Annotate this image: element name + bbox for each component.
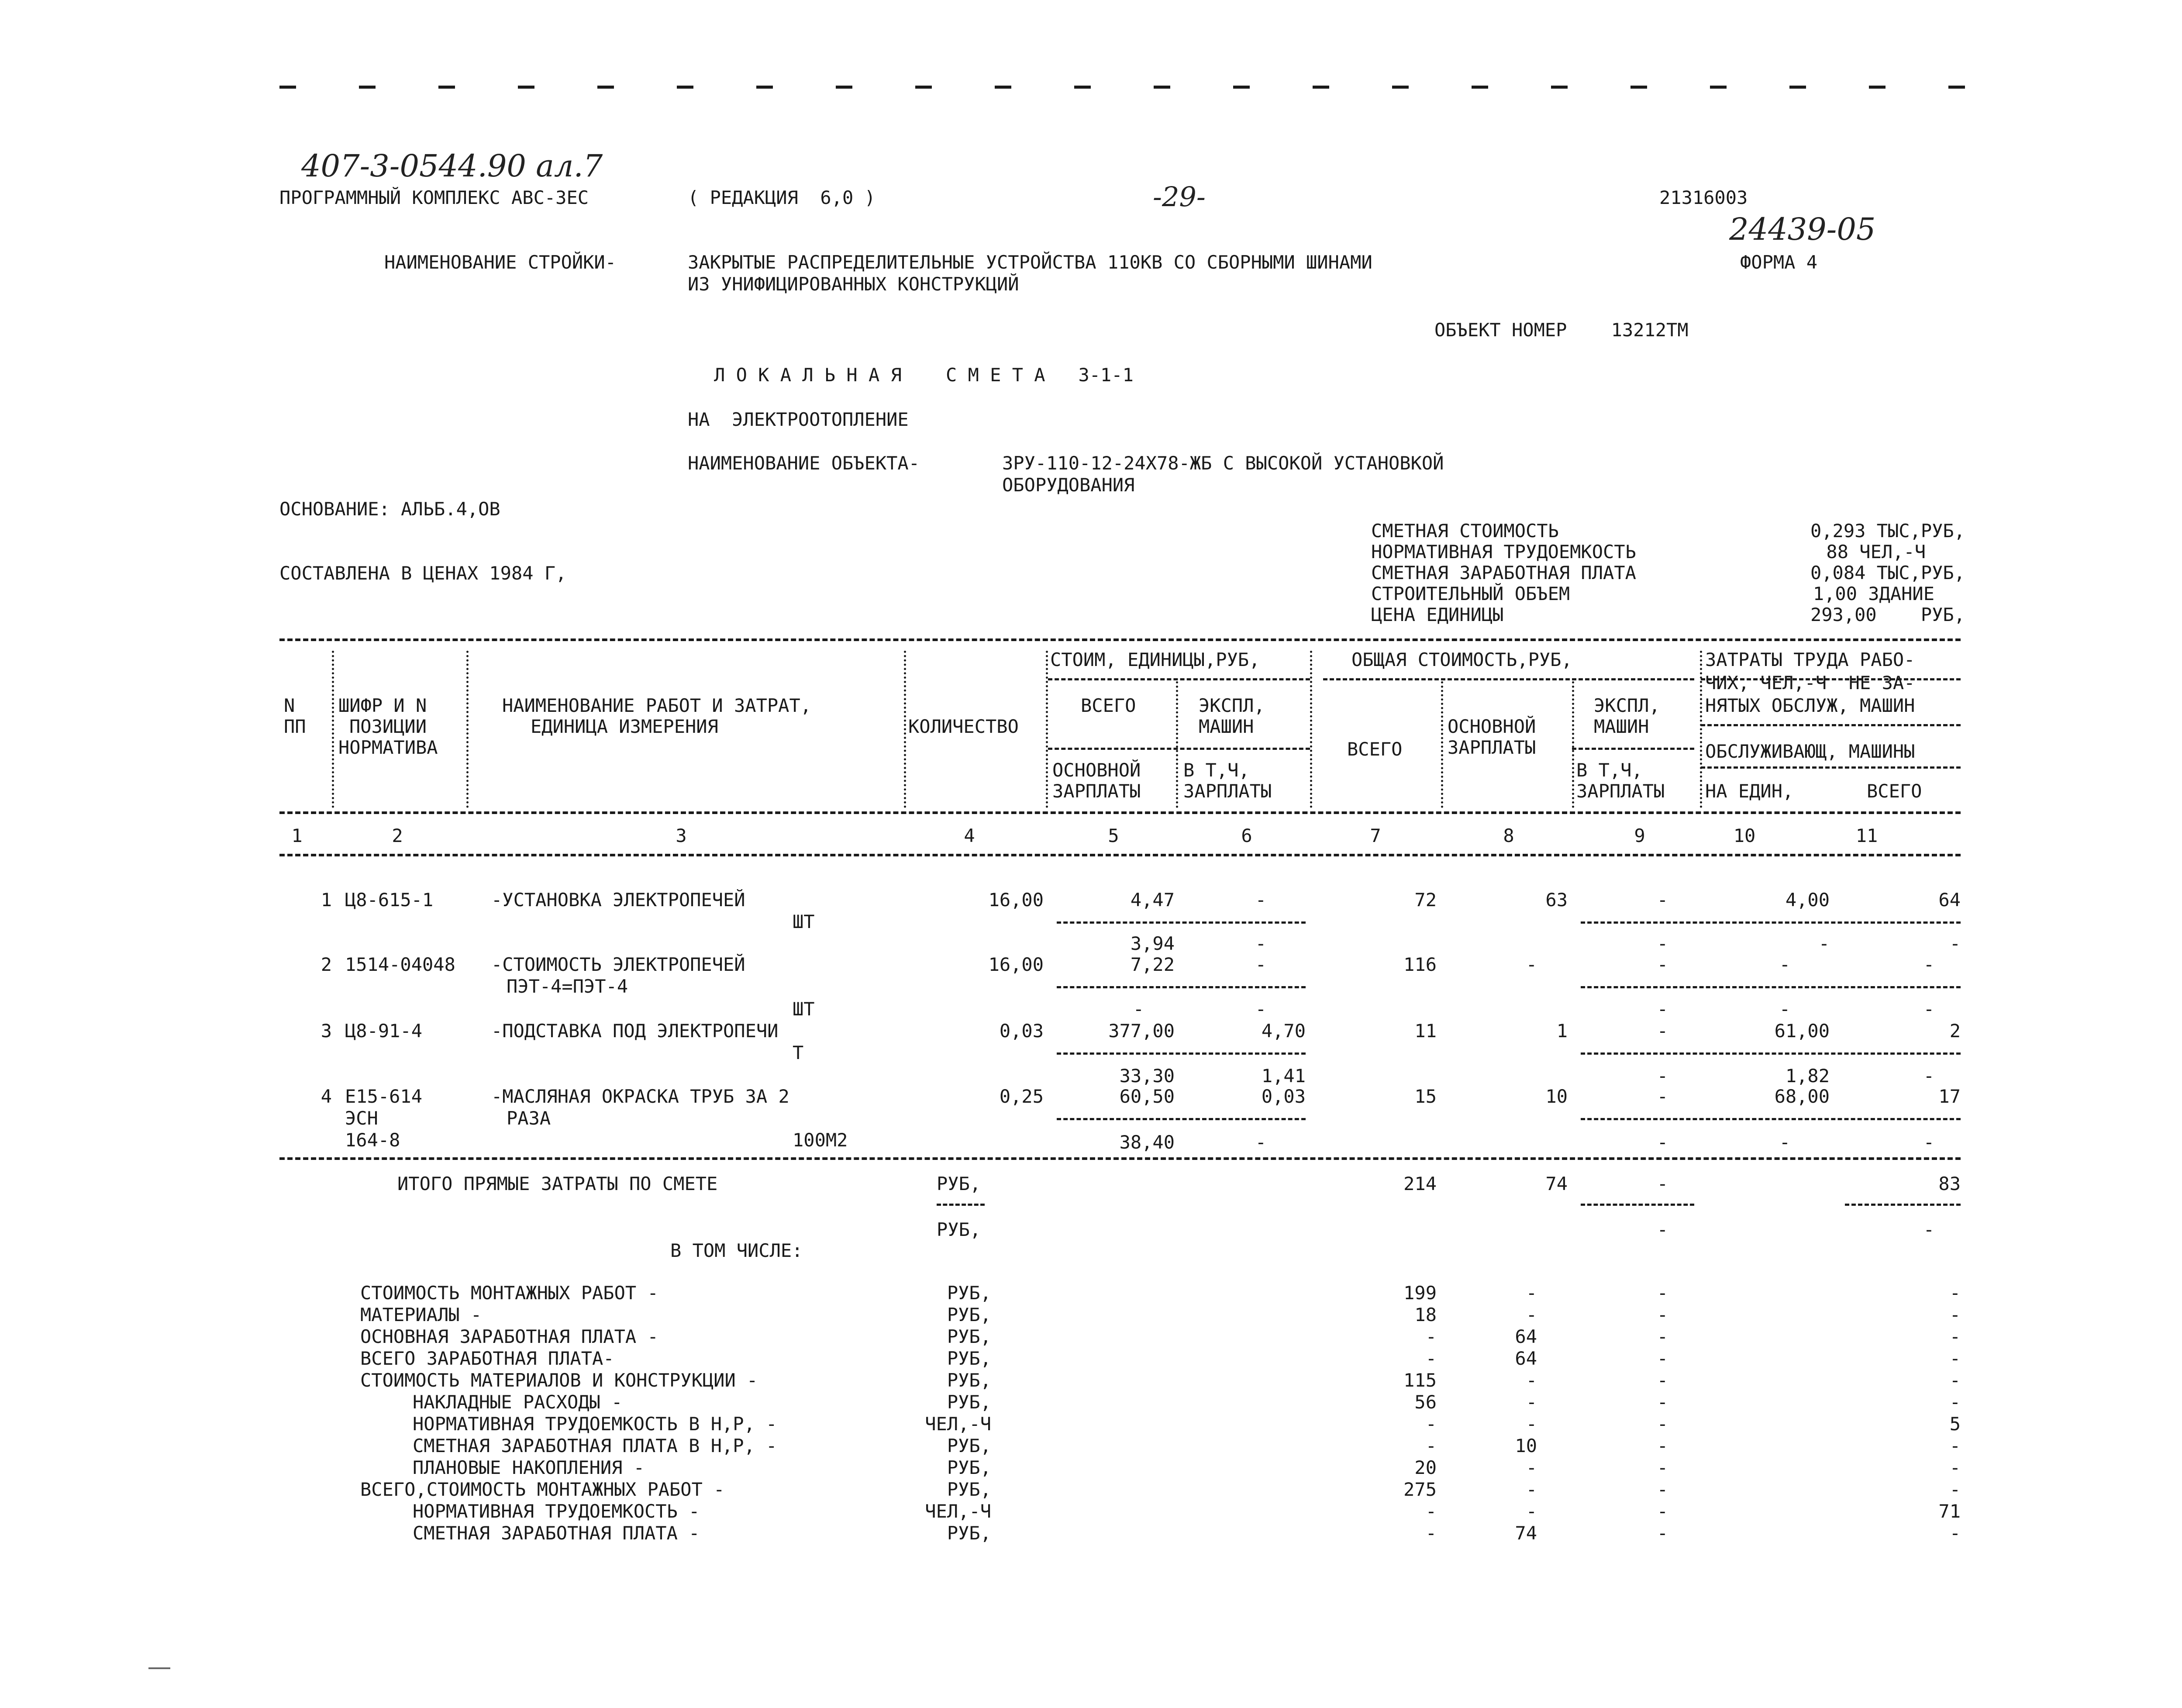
row-c11-extra: - [1949, 933, 1961, 954]
row-c10-extra: - [1779, 998, 1790, 1020]
row-c6: 4,70 [1261, 1020, 1306, 1042]
breakdown-c9: - [1657, 1435, 1668, 1456]
row-quantity: 0,25 [999, 1086, 1044, 1107]
col-code-header: ПОЗИЦИИ [349, 716, 427, 737]
totals-c8: 74 [1545, 1173, 1568, 1194]
breakdown-c11: - [1949, 1326, 1961, 1347]
breakdown-c8: 10 [1515, 1435, 1537, 1456]
row-c9: - [1657, 1086, 1668, 1107]
summary-value: 0,293 ТЫС,РУБ, [1810, 520, 1965, 542]
labor-group-header: НЯТЫХ ОБСЛУЖ, МАШИН [1705, 695, 1915, 716]
breakdown-unit: РУБ, [947, 1304, 991, 1325]
column-divider [904, 651, 906, 808]
column-divider [1700, 651, 1702, 808]
col9-header: ЭКСПЛ, [1594, 695, 1660, 716]
breakdown-label: ПЛАНОВЫЕ НАКОПЛЕНИЯ - [413, 1457, 645, 1478]
breakdown-unit: РУБ, [947, 1457, 991, 1478]
summary-label: ЦЕНА ЕДИНИЦЫ [1371, 604, 1504, 625]
breakdown-c9: - [1657, 1326, 1668, 1347]
row-subrule [1057, 1118, 1306, 1120]
totals-unit: РУБ, [937, 1219, 981, 1240]
header-subrule [1572, 748, 1694, 750]
breakdown-unit: ЧЕЛ,-Ч [925, 1501, 991, 1522]
perforation-dash [1472, 86, 1488, 89]
program-name: ПРОГРАММНЫЙ КОМПЛЕКС АВС-3ЕС [279, 187, 589, 208]
perforation-dash [518, 86, 534, 89]
col9-header: ЗАРПЛАТЫ [1576, 780, 1665, 802]
row-c8: 63 [1545, 889, 1568, 911]
totals-c11: 83 [1938, 1173, 1961, 1194]
column-number: 7 [1370, 825, 1381, 846]
breakdown-c7: - [1425, 1348, 1437, 1369]
breakdown-c7: - [1425, 1435, 1437, 1456]
col-name-header: ЕДИНИЦА ИЗМЕРЕНИЯ [531, 716, 718, 737]
totals-c9: - [1657, 1219, 1668, 1240]
row-c10: - [1779, 954, 1790, 975]
fold-mark [148, 1667, 170, 1669]
breakdown-c11: 71 [1938, 1501, 1961, 1522]
column-number: 10 [1733, 825, 1756, 846]
breakdown-label: НАКЛАДНЫЕ РАСХОДЫ - [413, 1391, 623, 1413]
row-c9-salary: - [1657, 998, 1668, 1020]
column-number: 4 [964, 825, 975, 846]
row-c10: 68,00 [1774, 1086, 1830, 1107]
totals-subrule [1581, 1204, 1694, 1206]
perforation-dash [1630, 86, 1647, 89]
col6-header: МАШИН [1199, 716, 1254, 737]
breakdown-label: НОРМАТИВНАЯ ТРУДОЕМКОСТЬ В Н,Р, - [413, 1413, 777, 1435]
breakdown-label: СМЕТНАЯ ЗАРАБОТНАЯ ПЛАТА В Н,Р, - [413, 1435, 777, 1456]
forma-label: ФОРМА 4 [1740, 252, 1818, 273]
object-name-line1: ЗРУ-110-12-24Х78-ЖБ С ВЫСОКОЙ УСТАНОВКОЙ [1002, 452, 1444, 474]
totals-label: ИТОГО ПРЯМЫЕ ЗАТРАТЫ ПО СМЕТЕ [397, 1173, 718, 1194]
perforation-dash [597, 86, 614, 89]
column-divider [1441, 681, 1443, 808]
breakdown-c9: - [1657, 1479, 1668, 1500]
perforation-dash [1789, 86, 1806, 89]
column-number: 2 [392, 825, 403, 846]
header-subrule [1701, 724, 1961, 726]
row-c10: 61,00 [1774, 1020, 1830, 1042]
col9-header: МАШИН [1594, 716, 1649, 737]
header-subrule [1048, 748, 1310, 750]
row-c11: 17 [1938, 1086, 1961, 1107]
row-c5: 7,22 [1130, 954, 1175, 975]
row-name: РАЗА [507, 1108, 551, 1129]
col11-header: ВСЕГО [1867, 780, 1922, 802]
breakdown-unit: РУБ, [947, 1522, 991, 1544]
perforation-dash [1392, 86, 1409, 89]
col9-header: В Т,Ч, [1576, 759, 1643, 781]
breakdown-c8: 74 [1515, 1522, 1537, 1544]
header-subrule [1701, 766, 1961, 769]
price-basis: СОСТАВЛЕНА В ЦЕНАХ 1984 Г, [279, 562, 567, 584]
labor-group-header: ЗАТРАТЫ ТРУДА РАБО- [1705, 649, 1915, 670]
perforation-dash [1948, 86, 1965, 89]
column-number: 1 [291, 825, 303, 846]
col-code-header: ШИФР И N [338, 695, 427, 716]
row-c6-salary: - [1255, 1132, 1266, 1153]
row-c9: - [1657, 1020, 1668, 1042]
breakdown-c7: - [1425, 1501, 1437, 1522]
row-c11: 2 [1949, 1020, 1961, 1042]
col10-header: НА ЕДИН, [1705, 780, 1794, 802]
summary-value: 0,084 ТЫС,РУБ, [1810, 562, 1965, 583]
row-name: ПЭТ-4=ПЭТ-4 [507, 976, 628, 997]
breakdown-c8: - [1526, 1457, 1537, 1478]
row-code: Ц8-91-4 [345, 1020, 423, 1042]
row-quantity: 0,03 [999, 1020, 1044, 1042]
row-c5: 60,50 [1119, 1086, 1175, 1107]
totals-subrule [937, 1204, 985, 1206]
total-cost-group-header: ОБЩАЯ СТОИМОСТЬ,РУБ, [1351, 649, 1572, 670]
row-quantity: 16,00 [988, 954, 1044, 975]
row-subrule [1581, 986, 1961, 988]
breakdown-c11: - [1949, 1457, 1961, 1478]
row-c7: 72 [1414, 889, 1437, 911]
labor-group-header: ОБСЛУЖИВАЮЩ, МАШИНЫ [1705, 741, 1915, 762]
row-c10-extra: 1,82 [1785, 1065, 1830, 1087]
row-c5-salary: 33,30 [1119, 1065, 1175, 1087]
row-unit: 100М2 [793, 1129, 848, 1151]
row-subrule [1057, 1052, 1306, 1055]
breakdown-c8: - [1526, 1479, 1537, 1500]
perforation-dash [756, 86, 773, 89]
row-c9-salary: - [1657, 1065, 1668, 1087]
breakdown-c7: 275 [1403, 1479, 1437, 1500]
row-c11-extra: - [1923, 998, 1934, 1020]
totals-unit: РУБ, [937, 1173, 981, 1194]
breakdown-label: МАТЕРИАЛЫ - [360, 1304, 482, 1325]
breakdown-c11: - [1949, 1282, 1961, 1304]
row-name: -УСТАНОВКА ЭЛЕКТРОПЕЧЕЙ [491, 889, 745, 911]
col-n-header: ПП [284, 716, 306, 737]
breakdown-c7: - [1425, 1413, 1437, 1435]
row-c6: 0,03 [1261, 1086, 1306, 1107]
breakdown-unit: РУБ, [947, 1370, 991, 1391]
breakdown-c9: - [1657, 1370, 1668, 1391]
col6-header: ЗАРПЛАТЫ [1183, 780, 1272, 802]
col5-header: ОСНОВНОЙ [1052, 759, 1141, 781]
row-c5: 377,00 [1108, 1020, 1175, 1042]
perforation-dash [1074, 86, 1091, 89]
summary-value: 88 ЧЕЛ,-Ч [1826, 541, 1926, 562]
breakdown-c8: - [1526, 1391, 1537, 1413]
row-c11-extra: - [1923, 1132, 1934, 1153]
breakdown-c8: - [1526, 1501, 1537, 1522]
row-c11: 64 [1938, 889, 1961, 911]
row-c6-salary: 1,41 [1261, 1065, 1306, 1087]
breakdown-c7: - [1425, 1326, 1437, 1347]
row-code: ЭСН [345, 1108, 378, 1129]
labor-group-header: ЧИХ, ЧЕЛ,-Ч НЕ ЗА- [1705, 672, 1915, 694]
col-n-header: N [284, 695, 295, 716]
breakdown-label: СТОИМОСТЬ МАТЕРИАЛОВ И КОНСТРУКЦИИ - [360, 1370, 758, 1391]
col-qty-header: КОЛИЧЕСТВО [908, 716, 1019, 737]
breakdown-label: СТОИМОСТЬ МОНТАЖНЫХ РАБОТ - [360, 1282, 658, 1304]
column-number: 3 [676, 825, 687, 846]
smeta-subject: НА ЭЛЕКТРООТОПЛЕНИЕ [688, 409, 909, 430]
breakdown-c7: 199 [1403, 1282, 1437, 1304]
column-divider [466, 651, 469, 808]
row-c7: 15 [1414, 1086, 1437, 1107]
row-c5: 4,47 [1130, 889, 1175, 911]
edition: ( РЕДАКЦИЯ 6,0 ) [688, 187, 876, 208]
table-top-rule [279, 638, 1961, 641]
including-label: В ТОМ ЧИСЛЕ: [670, 1240, 803, 1261]
column-number: 8 [1503, 825, 1514, 846]
totals-c7: 214 [1403, 1173, 1437, 1194]
breakdown-label: ОСНОВНАЯ ЗАРАБОТНАЯ ПЛАТА - [360, 1326, 658, 1347]
column-numbers-rule [279, 854, 1961, 856]
summary-label: СМЕТНАЯ СТОИМОСТЬ [1371, 520, 1559, 542]
col7-header: ВСЕГО [1347, 738, 1403, 760]
breakdown-c7: 20 [1414, 1457, 1437, 1478]
breakdown-c9: - [1657, 1304, 1668, 1325]
col8-header: ОСНОВНОЙ [1448, 716, 1536, 737]
col8-header: ЗАРПЛАТЫ [1448, 737, 1536, 758]
smeta-title: Л О К А Л Ь Н А Я С М Е Т А 3-1-1 [714, 364, 1134, 386]
osnovanie: ОСНОВАНИЕ: АЛЬБ.4,ОВ [279, 498, 500, 520]
breakdown-c9: - [1657, 1348, 1668, 1369]
breakdown-unit: РУБ, [947, 1348, 991, 1369]
perforation-dash [1710, 86, 1727, 89]
row-c10: 4,00 [1785, 889, 1830, 911]
row-c11: - [1923, 954, 1934, 975]
row-code: Ц8-615-1 [345, 889, 434, 911]
row-c8: 10 [1545, 1086, 1568, 1107]
row-number: 3 [321, 1020, 332, 1042]
summary-value: 1,00 ЗДАНИЕ [1813, 583, 1934, 604]
breakdown-c9: - [1657, 1282, 1668, 1304]
header-subrule [1323, 678, 1694, 680]
column-divider [1310, 651, 1312, 808]
column-divider [1572, 681, 1574, 808]
perforation-dash [1313, 86, 1329, 89]
col-code-header: НОРМАТИВА [338, 737, 438, 758]
breakdown-c11: - [1949, 1391, 1961, 1413]
row-c10-extra: - [1818, 933, 1830, 954]
breakdown-c11: - [1949, 1348, 1961, 1369]
breakdown-c9: - [1657, 1391, 1668, 1413]
perforation-dash [438, 86, 455, 89]
breakdown-c8: 64 [1515, 1326, 1537, 1347]
stroika-name-line1: ЗАКРЫТЫЕ РАСПРЕДЕЛИТЕЛЬНЫЕ УСТРОЙСТВА 110КВ СО СБОРНЫМИ ШИНАМИ [688, 252, 1372, 273]
breakdown-c9: - [1657, 1522, 1668, 1544]
row-c7: 116 [1403, 954, 1437, 975]
row-unit: ШТ [793, 998, 815, 1020]
stroika-label: НАИМЕНОВАНИЕ СТРОЙКИ- [384, 252, 617, 273]
row-quantity: 16,00 [988, 889, 1044, 911]
breakdown-c11: - [1949, 1479, 1961, 1500]
row-c9-salary: - [1657, 1132, 1668, 1153]
handwritten-page-number: -29- [1153, 181, 1206, 213]
breakdown-unit: РУБ, [947, 1391, 991, 1413]
row-c5-salary: - [1133, 998, 1144, 1020]
breakdown-c8: - [1526, 1413, 1537, 1435]
column-number: 5 [1108, 825, 1119, 846]
column-number: 6 [1241, 825, 1252, 846]
row-subrule [1581, 1052, 1961, 1055]
column-number: 9 [1634, 825, 1645, 846]
row-unit: Т [793, 1042, 804, 1063]
perforation-dash [915, 86, 932, 89]
summary-label: СТРОИТЕЛЬНЫЙ ОБЪЕМ [1371, 583, 1570, 604]
row-c9: - [1657, 954, 1668, 975]
row-code: 164-8 [345, 1129, 400, 1151]
row-c8: 1 [1556, 1020, 1568, 1042]
row-unit: ШТ [793, 911, 815, 932]
summary-label: НОРМАТИВНАЯ ТРУДОЕМКОСТЬ [1371, 541, 1636, 562]
row-number: 1 [321, 889, 332, 911]
perforation-dash [836, 86, 852, 89]
object-label: НАИМЕНОВАНИЕ ОБЪЕКТА- [688, 452, 920, 474]
breakdown-label: СМЕТНАЯ ЗАРАБОТНАЯ ПЛАТА - [413, 1522, 700, 1544]
row-name: -МАСЛЯНАЯ ОКРАСКА ТРУБ ЗА 2 [491, 1086, 789, 1107]
breakdown-c9: - [1657, 1413, 1668, 1435]
totals-c11: - [1923, 1219, 1934, 1240]
perforation-dash [677, 86, 693, 89]
breakdown-unit: РУБ, [947, 1435, 991, 1456]
handwritten-doc-code: 407-3-0544.90 ал.7 [301, 148, 603, 184]
breakdown-label: НОРМАТИВНАЯ ТРУДОЕМКОСТЬ - [413, 1501, 700, 1522]
row-subrule [1057, 986, 1306, 988]
row-c6: - [1255, 889, 1266, 911]
breakdown-c11: 5 [1949, 1413, 1961, 1435]
perforation-dash [1154, 86, 1170, 89]
header-subrule [1048, 678, 1310, 680]
breakdown-c7: - [1425, 1522, 1437, 1544]
breakdown-c9: - [1657, 1457, 1668, 1478]
row-code: 1514-04048 [345, 954, 455, 975]
col6-header: В Т,Ч, [1183, 759, 1250, 781]
row-name: -ПОДСТАВКА ПОД ЭЛЕКТРОПЕЧИ [491, 1020, 779, 1042]
row-c11-extra: - [1923, 1065, 1934, 1087]
breakdown-c11: - [1949, 1370, 1961, 1391]
perforation-dash [1233, 86, 1250, 89]
summary-label: СМЕТНАЯ ЗАРАБОТНАЯ ПЛАТА [1371, 562, 1636, 583]
column-divider [332, 651, 334, 808]
perforation-dash [1551, 86, 1568, 89]
breakdown-unit: РУБ, [947, 1326, 991, 1347]
totals-c9: - [1657, 1173, 1668, 1194]
column-divider [1046, 651, 1048, 808]
col6-header: ЭКСПЛ, [1199, 695, 1265, 716]
row-c6-salary: - [1255, 933, 1266, 954]
perforation-dash [359, 86, 376, 89]
breakdown-unit: РУБ, [947, 1479, 991, 1500]
breakdown-c8: - [1526, 1282, 1537, 1304]
breakdown-c7: 18 [1414, 1304, 1437, 1325]
row-c6-salary: - [1255, 998, 1266, 1020]
breakdown-label: ВСЕГО,СТОИМОСТЬ МОНТАЖНЫХ РАБОТ - [360, 1479, 725, 1500]
row-c6: - [1255, 954, 1266, 975]
row-number: 4 [321, 1086, 332, 1107]
col-name-header: НАИМЕНОВАНИЕ РАБОТ И ЗАТРАТ, [502, 695, 812, 716]
breakdown-unit: ЧЕЛ,-Ч [925, 1413, 991, 1435]
breakdown-c8: - [1526, 1370, 1537, 1391]
perforation-dash [279, 86, 296, 89]
unit-cost-group-header: СТОИМ, ЕДИНИЦЫ,РУБ, [1050, 649, 1260, 670]
breakdown-unit: РУБ, [947, 1282, 991, 1304]
row-c5-salary: 3,94 [1130, 933, 1175, 954]
breakdown-label: ВСЕГО ЗАРАБОТНАЯ ПЛАТА- [360, 1348, 614, 1369]
document-code: 21316003 [1659, 187, 1748, 208]
row-subrule [1581, 1118, 1961, 1120]
breakdown-c9: - [1657, 1501, 1668, 1522]
row-number: 2 [321, 954, 332, 975]
perforation-dash [995, 86, 1011, 89]
row-c7: 11 [1414, 1020, 1437, 1042]
totals-subrule [1845, 1204, 1961, 1206]
table-body-bottom-rule [279, 1157, 1961, 1160]
col5-header: ЗАРПЛАТЫ [1052, 780, 1141, 802]
row-name: -СТОИМОСТЬ ЭЛЕКТРОПЕЧЕЙ [491, 954, 745, 975]
row-subrule [1581, 921, 1961, 924]
breakdown-c11: - [1949, 1522, 1961, 1544]
breakdown-c8: - [1526, 1304, 1537, 1325]
header-bottom-rule [279, 811, 1961, 814]
perforation-dash [1869, 86, 1886, 89]
row-subrule [1057, 921, 1306, 924]
summary-value: 293,00 РУБ, [1810, 604, 1965, 625]
breakdown-c7: 56 [1414, 1391, 1437, 1413]
column-divider [1176, 681, 1178, 808]
breakdown-c11: - [1949, 1435, 1961, 1456]
row-code: Е15-614 [345, 1086, 423, 1107]
object-name-line2: ОБОРУДОВАНИЯ [1002, 474, 1135, 496]
col5-header: ВСЕГО [1081, 695, 1136, 716]
row-c8: - [1526, 954, 1537, 975]
object-number: ОБЪЕКТ НОМЕР 13212ТМ [1434, 319, 1689, 341]
row-c9-salary: - [1657, 933, 1668, 954]
row-c5-salary: 38,40 [1119, 1132, 1175, 1153]
row-c9: - [1657, 889, 1668, 911]
handwritten-inventory-number: 24439-05 [1729, 211, 1876, 247]
breakdown-c11: - [1949, 1304, 1961, 1325]
row-c10-extra: - [1779, 1132, 1790, 1153]
breakdown-c8: 64 [1515, 1348, 1537, 1369]
column-number: 11 [1855, 825, 1878, 846]
breakdown-c7: 115 [1403, 1370, 1437, 1391]
stroika-name-line2: ИЗ УНИФИЦИРОВАННЫХ КОНСТРУКЦИЙ [688, 273, 1019, 295]
